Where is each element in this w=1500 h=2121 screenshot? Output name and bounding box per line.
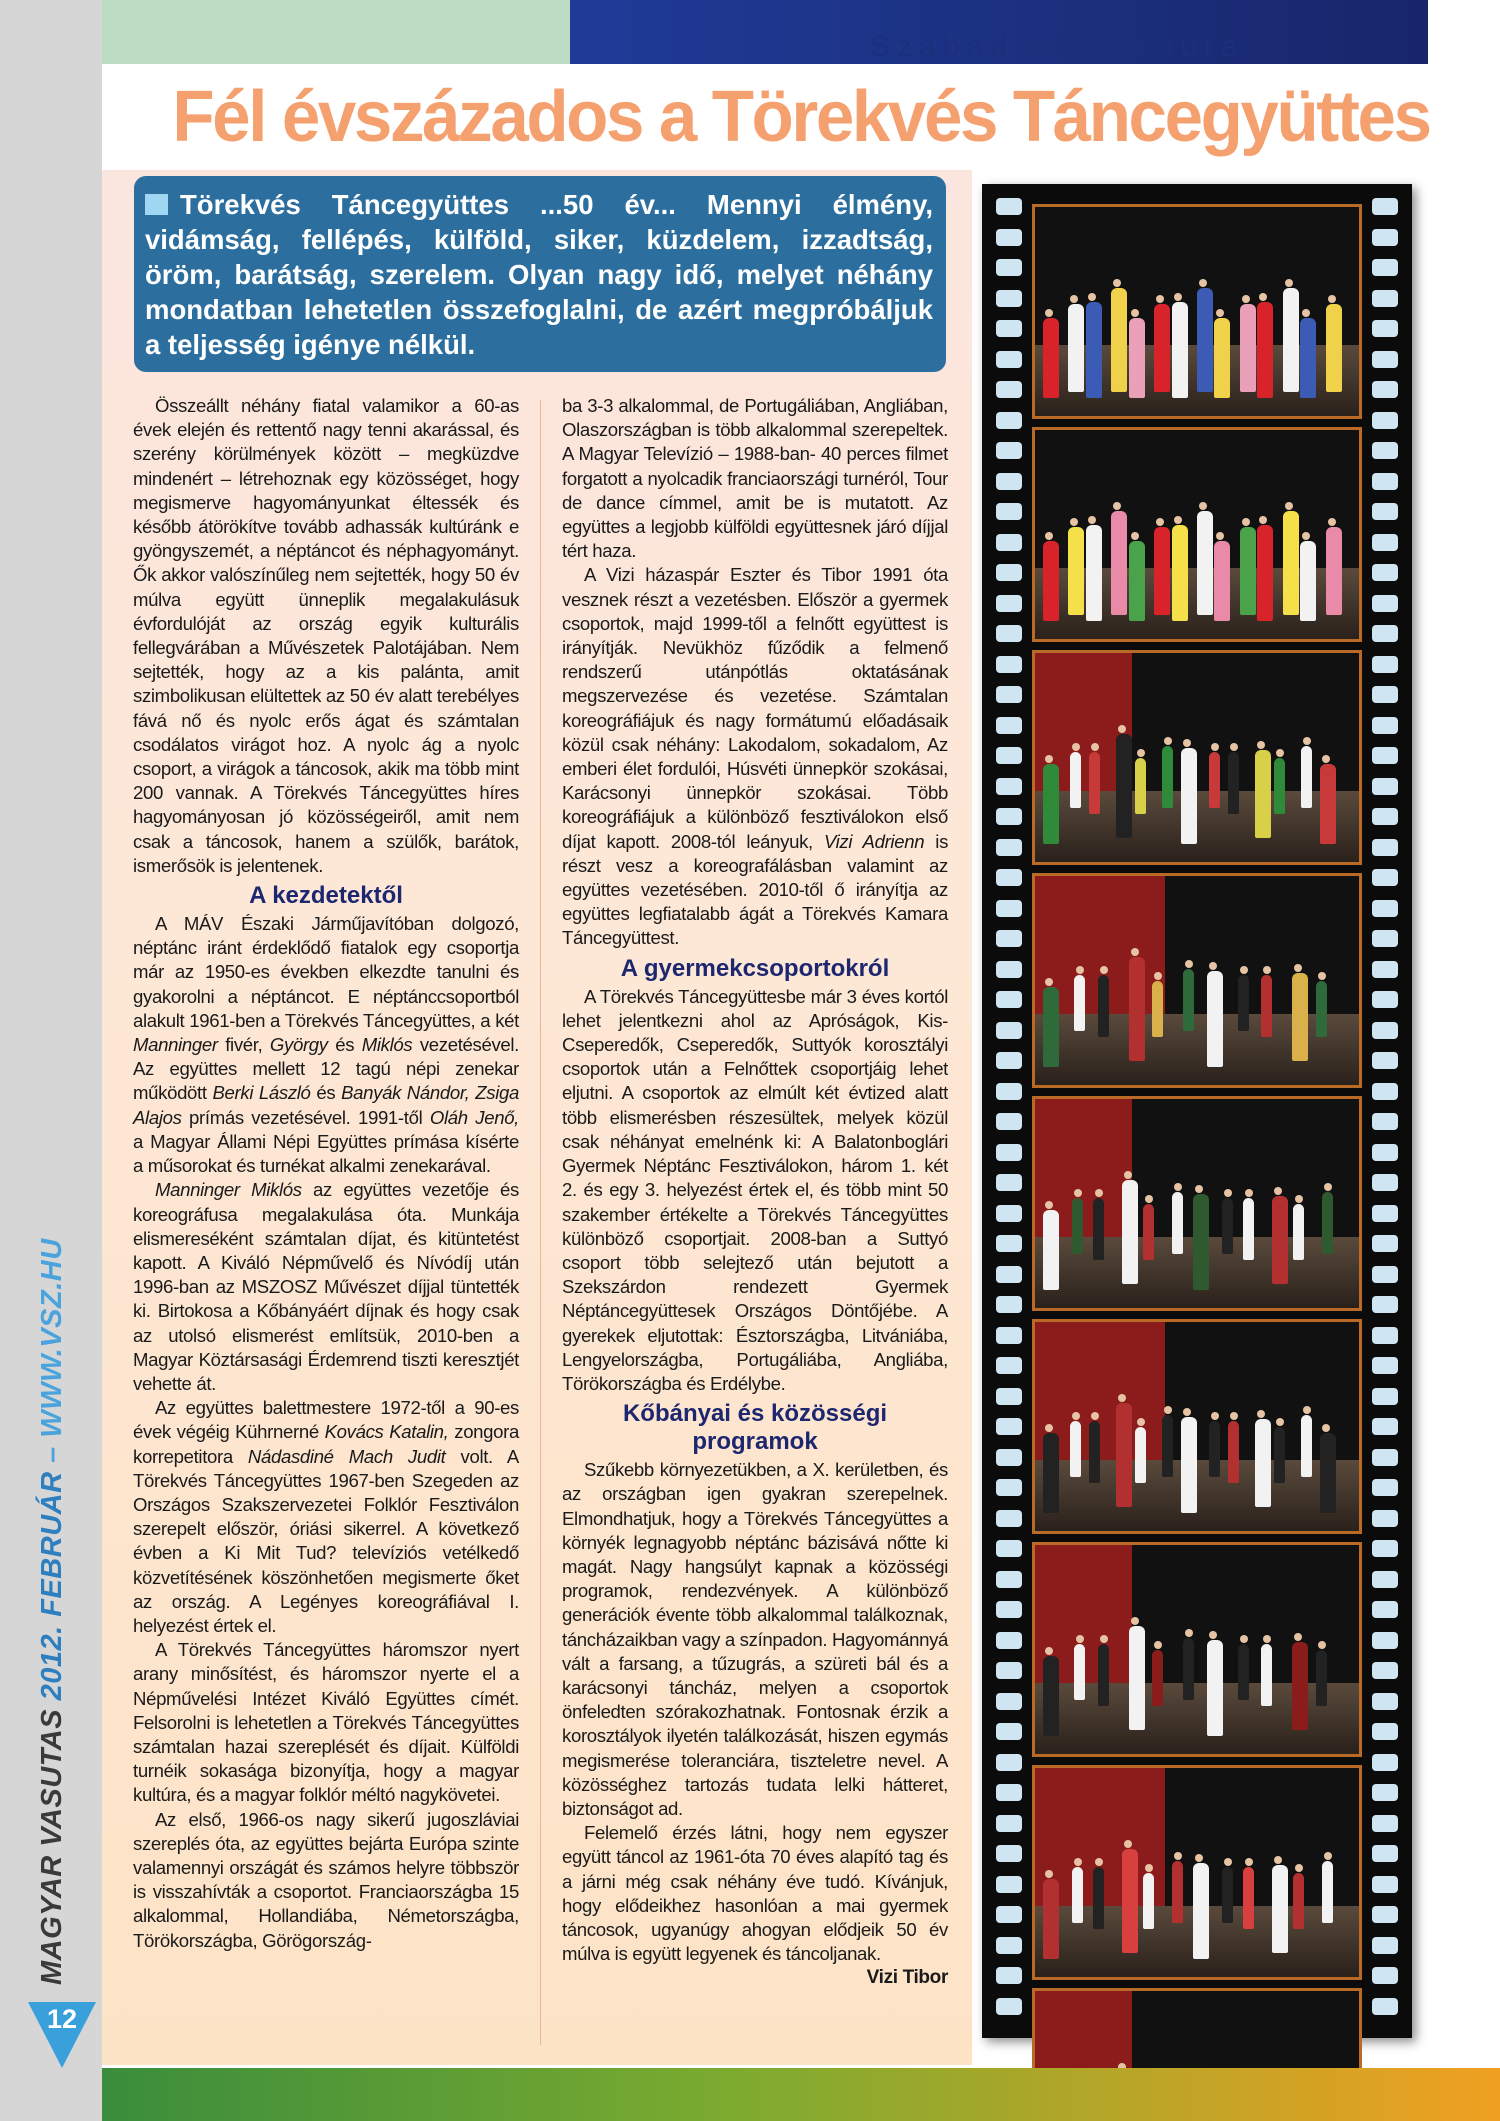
sprocket-hole	[1372, 1205, 1398, 1222]
sprocket-hole	[1372, 1815, 1398, 1832]
sprocket-hole	[1372, 1113, 1398, 1130]
sprocket-hole	[996, 1998, 1022, 2015]
dancer-figure	[1162, 1415, 1173, 1477]
dancer-figure	[1207, 1640, 1223, 1736]
sprocket-hole	[996, 1083, 1022, 1100]
sprocket-hole	[996, 229, 1022, 246]
paragraph: A Törekvés Táncegyüttes háromszor nyert arany minősítést, és háromszor nyerte el a Népművelési Intézet Kiváló Együttes címét. Felsorolni is lehetetlen a Törekvés Táncegyüttes számtalan hazai szereplését és díjait. Külföldi turnéik sokasága bizonyítja, hogy a magyar kultúra, és a magyar folklór méltó nagykövetei.	[133, 1639, 519, 1806]
publication-name: MAGYAR VASUTAS	[36, 1708, 68, 1985]
sprocket-hole	[996, 1845, 1022, 1862]
dance-photo	[1032, 1319, 1362, 1534]
dancer-figure	[1152, 1650, 1163, 1706]
sprocket-hole	[1372, 503, 1398, 520]
sprocket-hole	[1372, 564, 1398, 581]
sprocket-hole	[1372, 717, 1398, 734]
sprocket-hole	[996, 1052, 1022, 1069]
dancer-figure	[1257, 302, 1273, 398]
dancer-figure	[1243, 1198, 1254, 1260]
sprocket-hole	[996, 991, 1022, 1008]
dancer-figure	[1043, 764, 1059, 844]
dancer-figure	[1274, 1427, 1285, 1483]
dancer-figure	[1143, 1873, 1154, 1929]
dancer-figure	[1070, 752, 1081, 808]
separator: –	[36, 1437, 68, 1472]
dancer-figure	[1143, 1204, 1154, 1260]
dancer-figure	[1214, 541, 1230, 621]
film-sprocket-holes-left	[996, 198, 1022, 2028]
sprocket-hole	[1372, 1174, 1398, 1191]
sprocket-hole	[1372, 747, 1398, 764]
dancer-figure	[1043, 1210, 1059, 1290]
dancer-figure	[1283, 288, 1299, 392]
dancer-figure	[1292, 1642, 1308, 1730]
dance-photo	[1032, 650, 1362, 865]
dancer-figure	[1152, 981, 1163, 1037]
page-number: 12	[46, 2004, 78, 2034]
dancer-figure	[1089, 1421, 1100, 1483]
dancer-figure	[1240, 304, 1256, 392]
dancer-figure	[1122, 1849, 1138, 1953]
sprocket-hole	[1372, 259, 1398, 276]
dancer-figure	[1172, 525, 1188, 621]
dancer-figure	[1181, 1417, 1197, 1513]
dancer-figure	[1070, 1421, 1081, 1477]
dancer-figure	[1214, 318, 1230, 398]
sprocket-hole	[1372, 1601, 1398, 1618]
dancer-figure	[1193, 1194, 1209, 1290]
sprocket-hole	[1372, 320, 1398, 337]
dancer-figure	[1283, 511, 1299, 615]
sprocket-hole	[1372, 1235, 1398, 1252]
sprocket-hole	[996, 900, 1022, 917]
paragraph: Szűkebb környezetükben, a X. kerületben, és az országban igen gyakran szerepelnek. Elmondhatjuk, hogy a Törekvés Táncegyüttes a környék legnagyobb néptánc bázisává nőtte ki magát. Nagy hangsúlyt kapnak a közösségi programok, rendezvények. A különböző generációk évente több alkalommal találkoznak, táncházaikban vagy a színpadon. Hagyománnyá vált a farsang, a tűzugrás, a szüreti bál és a karácsonyi táncház, melyen a csoportok önfeledten szórakozhatnak. Fontosnak érzik a korosztályok ilyetén találkozását, hiszen egymás megismerése toleranciára, tiszteletre nevel. A közösséghez tartozás tudata lelki hátteret, biztonságot ad.	[562, 1459, 949, 1819]
dancer-figure	[1093, 1198, 1104, 1260]
sidebar-publication-line	[18, 1225, 86, 1985]
dancer-figure	[1240, 527, 1256, 615]
sprocket-hole	[1372, 808, 1398, 825]
sprocket-hole	[1372, 351, 1398, 368]
dancer-figure	[1154, 527, 1170, 615]
dancer-figure	[1074, 975, 1085, 1031]
sprocket-hole	[996, 290, 1022, 307]
dance-photo	[1032, 873, 1362, 1088]
dancer-figure	[1322, 1861, 1333, 1923]
dancer-figure	[1316, 1650, 1327, 1706]
author-name: Vizi Tibor	[866, 1967, 948, 1989]
sprocket-hole	[996, 1754, 1022, 1771]
sprocket-hole	[1372, 1418, 1398, 1435]
sprocket-hole	[1372, 778, 1398, 795]
sprocket-hole	[1372, 1632, 1398, 1649]
film-sprocket-holes-right	[1372, 198, 1398, 2028]
dancer-figure	[1197, 511, 1213, 615]
sprocket-hole	[996, 534, 1022, 551]
sprocket-hole	[996, 839, 1022, 856]
paragraph: Az együttes balettmestere 1972-től a 90-es évek végéig Kührnerné Kovács Katalin, zongora korrepetitora Nádasdiné Mach Judit volt. A Törekvés Táncegyüttes 1967-ben Szegeden az Országos Szakszervezetei Folklór Fesztiválon szerepelt először, óriási sikerrel. A következő évben a Ki Mit Tud? televíziós vetélkedő közvetítésének köszönhetően megismerte őket az ország. A Legényes koreográfiával I. helyezést értek el.	[133, 1397, 519, 1636]
sprocket-hole	[1372, 1052, 1398, 1069]
dancer-figure	[1255, 750, 1271, 838]
dancer-figure	[1222, 1198, 1233, 1254]
dance-photo	[1032, 427, 1362, 642]
sprocket-hole	[1372, 1022, 1398, 1039]
sprocket-hole	[996, 1693, 1022, 1710]
sprocket-hole	[1372, 1296, 1398, 1313]
sprocket-hole	[996, 1937, 1022, 1954]
sprocket-hole	[996, 1479, 1022, 1496]
dancer-figure	[1293, 1873, 1304, 1929]
sprocket-hole	[1372, 290, 1398, 307]
sprocket-hole	[1372, 869, 1398, 886]
sprocket-hole	[1372, 1479, 1398, 1496]
sprocket-hole	[1372, 1388, 1398, 1405]
sprocket-hole	[996, 564, 1022, 581]
subheading-children-groups: A gyermekcsoportokról	[620, 954, 890, 982]
sprocket-hole	[996, 686, 1022, 703]
sprocket-hole	[1372, 1571, 1398, 1588]
dancer-figure	[1292, 973, 1308, 1061]
sprocket-hole	[996, 412, 1022, 429]
sprocket-hole	[996, 808, 1022, 825]
dancer-figure	[1093, 1867, 1104, 1929]
sprocket-hole	[1372, 1937, 1398, 1954]
sprocket-hole	[996, 1540, 1022, 1557]
paragraph: Felemelő érzés látni, hogy nem egyszer együtt táncol az 1961-óta 70 éves alapító tag és a járni még csak néhány éve tudó. Kívánjuk, hogy elődeikhez hasonlóan a mai gyermek táncosok, ugyanúgy ahogyan elődjeik 50 év múlva is együtt legyenek és táncoljanak. Vizi Tibor	[562, 1821, 948, 1966]
dancer-figure	[1228, 1421, 1239, 1483]
subheading-community-programs: Kőbányai és közösségi programok	[622, 1400, 888, 1456]
sprocket-hole	[996, 1113, 1022, 1130]
issue-date: 2012. FEBRUÁR	[36, 1471, 68, 1701]
dancer-figure	[1274, 758, 1285, 814]
dancer-figure	[1243, 1867, 1254, 1929]
sprocket-hole	[1372, 961, 1398, 978]
dancer-figure	[1111, 288, 1127, 392]
sprocket-hole	[1372, 1754, 1398, 1771]
dance-photo	[1032, 1542, 1362, 1757]
column-divider	[540, 400, 541, 2045]
sprocket-hole	[1372, 1540, 1398, 1557]
sprocket-hole	[996, 656, 1022, 673]
dancer-figure	[1326, 527, 1342, 615]
paragraph: A Törekvés Táncegyüttesbe már 3 éves kortól lehet jelentkezni ahol az Apróságok, Kis-Cseperedők, Cseperedők, Suttyók korosztályi csoportok után a Felnőttek csoportjáig lehet eljutni. A csoportok az elmúlt két évtized alatt több elismerésben részesültek, melyek közül csak néhányat emelnénk ki: A Balatonboglári Gyermek Néptánc Fesztiválokon, három 1. két 2. és egy 3. helyezést értek el, és több mint 50 szakember értékelte a Törekvés Táncegyüttes különböző csoportjait. 2008-ban a Suttyó csoport több selejtező után bejutott a Szekszárdon rendezett Gyermek Néptáncegyüttesek Országos Döntőjébe. A gyerekek eljutottak: Észtországba, Litvániába, Lengyelországba, Portugáliába, Angliába, Törökországba és Erdélybe.	[562, 985, 948, 1394]
sprocket-hole	[996, 961, 1022, 978]
sprocket-hole	[1372, 1784, 1398, 1801]
sprocket-hole	[996, 717, 1022, 734]
sprocket-hole	[1372, 381, 1398, 398]
paragraph: Összeállt néhány fiatal valamikor a 60-as évek elején és rettentő nagy tenni akarással, és szerény körülmények között – megküzdve mindenért – létrehoznak egy közösséget, hogy megismerve hagyományunkat éltessék és később átörökítve tovább adhassák kultúránk e gyöngyszemét, a néptáncot és néphagyományt. Ők akkor valószínűleg nem sejtették, hogy 50 év múlva együtt ünneplik megalakulásuk évfordulóját az ország egyik kulturális fellegvárában a Művészetek Palotájában. Nem sejtették, hogy az a kis palánta, amit szimbolikusan elültettek az 50 év alatt terebélyes fává nő és nyolc erős ágat és számtalan csodálatos virágot hoz. A nyolc ág a nyolc csoport, a virágok a táncosok, akik ma több mint 200 vannak. A Törekvés Táncegyüttes híres hagyományosan jó közösségeiről, amit nem csak a táncosok, hanem a szülők, barátok, ismerősök is jelentenek.	[133, 395, 519, 876]
dancer-figure	[1209, 1421, 1220, 1477]
paragraph: A MÁV Északi Járműjavítóban dolgozó, néptánc iránt érdeklődő fiatalok egy csoportja már az 1950-es években elkezdte tanulni és gyakorolni a néptáncot. E néptánccsoportból alakult 1961-ben a Törekvés Táncegyüttes, a két Manninger fivér, György és Miklós vezetésével. Az együttes mellett 12 tagú népi zenekar működött Berki László és Banyák Nándor, Zsiga Alajos prímás vezetésével. 1991-től Oláh Jenő, a Magyar Állami Népi Együttes prímása kísérte a műsorokat és turnékat alkalmi zenekarával.	[133, 913, 519, 1177]
sprocket-hole	[1372, 839, 1398, 856]
dancer-figure	[1074, 1644, 1085, 1700]
dancer-figure	[1207, 971, 1223, 1067]
dancer-figure	[1300, 318, 1316, 398]
sprocket-hole	[1372, 1510, 1398, 1527]
dancer-figure	[1172, 302, 1188, 398]
sprocket-hole	[1372, 900, 1398, 917]
dancer-figure	[1183, 1638, 1194, 1700]
sprocket-hole	[1372, 1876, 1398, 1893]
sprocket-hole	[996, 442, 1022, 459]
lead-box	[134, 176, 946, 372]
dancer-figure	[1089, 752, 1100, 814]
subheading-beginnings: A kezdetektől	[249, 882, 403, 910]
dancer-figure	[1072, 1198, 1083, 1254]
dancer-figure	[1086, 525, 1102, 621]
sprocket-hole	[996, 1510, 1022, 1527]
sprocket-hole	[1372, 1327, 1398, 1344]
dancer-figure	[1261, 1644, 1272, 1706]
sprocket-hole	[1372, 229, 1398, 246]
sprocket-hole	[996, 1235, 1022, 1252]
sprocket-hole	[1372, 1906, 1398, 1923]
sprocket-hole	[1372, 473, 1398, 490]
paragraph: A Vizi házaspár Eszter és Tibor 1991 óta vesznek részt a vezetésben. Először a gyermek csoportok, majd 1999-től a felnőtt együttest is irányítják. Nevükhöz fűződik a felmenő rendszerű utánpótlás oktatásának megszervezése és vezetése. Számtalan koreográfiájuk és nagy formátumú előadásaik közül csak néhány: Lakodalom, sokadalom, Az emberi élet fordulói, Húsvéti ünnepkör szokásai, Karácsonyi ünnepkör szokásai. Több koreográfiájuk a különböző fesztiválokon első díjat kapott. 2008-tól leányuk, Vizi Adrienn is részt vesz a koreografálásban valamint az együttes vezetésében. 2010-től ő irányítja az együttes legfiatalabb ágát a Törekvés Kamara Táncegyüttest.	[562, 564, 949, 949]
dancer-figure	[1322, 1192, 1333, 1254]
dancer-figure	[1301, 746, 1312, 808]
dancer-figure	[1129, 541, 1145, 621]
paragraph: ba 3-3 alkalommal, de Portugáliában, Angliában, Olaszországban is több alkalommal szerepeltek. A Magyar Televízió – 1988-ban- 40 perces filmet forgatott a nyolcadik franciaországi turnéról, Tour de dance címmel, amit be is mutatott. Az együttes a legjobb külföldi együttesnek járó díjjal tért haza.	[562, 395, 948, 562]
dancer-figure	[1072, 1867, 1083, 1923]
dancer-figure	[1316, 981, 1327, 1037]
text-column-1	[133, 394, 519, 1953]
header-bar-green	[102, 0, 570, 64]
dancer-figure	[1172, 1861, 1183, 1923]
sprocket-hole	[1372, 1357, 1398, 1374]
dancer-figure	[1183, 969, 1194, 1031]
footer-gradient-bar	[102, 2068, 1500, 2121]
dancer-figure	[1043, 541, 1059, 621]
sprocket-hole	[1372, 198, 1398, 215]
sprocket-hole	[996, 1418, 1022, 1435]
sprocket-hole	[996, 869, 1022, 886]
dancer-figure	[1162, 746, 1173, 808]
dancer-figure	[1068, 304, 1084, 392]
dancer-figure	[1320, 1433, 1336, 1513]
sprocket-hole	[996, 1174, 1022, 1191]
dancer-figure	[1086, 302, 1102, 398]
sprocket-hole	[996, 1296, 1022, 1313]
website-link[interactable]: WWW.VSZ.HU	[36, 1238, 68, 1438]
text-column-2	[562, 394, 948, 1991]
dancer-figure	[1181, 748, 1197, 844]
dancer-figure	[1043, 1879, 1059, 1959]
dancer-figure	[1300, 541, 1316, 621]
dancer-figure	[1098, 1644, 1109, 1706]
photo-film-strip	[982, 184, 1412, 2038]
dancer-figure	[1116, 1403, 1132, 1507]
dancer-figure	[1255, 1419, 1271, 1507]
sprocket-hole	[1372, 1144, 1398, 1161]
sprocket-hole	[1372, 595, 1398, 612]
dancer-figure	[1293, 1204, 1304, 1260]
sprocket-hole	[996, 503, 1022, 520]
dancer-figure	[1257, 525, 1273, 621]
dancer-figure	[1320, 764, 1336, 844]
sprocket-hole	[996, 1022, 1022, 1039]
sprocket-hole	[996, 1723, 1022, 1740]
sprocket-hole	[996, 1571, 1022, 1588]
dancer-figure	[1129, 318, 1145, 398]
sprocket-hole	[1372, 1723, 1398, 1740]
sprocket-hole	[996, 259, 1022, 276]
sprocket-hole	[996, 1327, 1022, 1344]
dancer-figure	[1228, 752, 1239, 814]
sprocket-hole	[996, 778, 1022, 795]
sprocket-hole	[996, 381, 1022, 398]
sprocket-hole	[1372, 534, 1398, 551]
sprocket-hole	[996, 1449, 1022, 1466]
dancer-figure	[1261, 975, 1272, 1037]
dance-photo	[1032, 204, 1362, 419]
sprocket-hole	[996, 320, 1022, 337]
sprocket-hole	[996, 1876, 1022, 1893]
lead-text: Törekvés Táncegyüttes ...50 év... Mennyi élmény, vidámság, fellépés, külföld, siker, küzdelem, izzadtság, öröm, barátság, szerelem. Olyan nagy idő, melyet néhány mondatban lehetetlen összefoglalni, de azért megpróbáljuk a teljesség igénye nélkül.	[145, 189, 933, 360]
sprocket-hole	[1372, 1845, 1398, 1862]
article-title: Fél évszázados a Törekvés Táncegyüttes	[172, 77, 1430, 157]
dancer-figure	[1129, 1626, 1145, 1730]
sprocket-hole	[1372, 412, 1398, 429]
sprocket-hole	[996, 1388, 1022, 1405]
paragraph: Az első, 1966-os nagy sikerű jugoszláviai szereplés óta, az együttes bejárta Európa szinte valamennyi országát és számos helyre többször is visszahívták a csoportot. Franciaországba 15 alkalommal, Hollandiába, Németországba, Törökországba, Görögország-	[133, 1808, 519, 1951]
dancer-figure	[1122, 1180, 1138, 1284]
sprocket-hole	[1372, 656, 1398, 673]
sprocket-hole	[996, 1906, 1022, 1923]
sprocket-hole	[996, 1662, 1022, 1679]
sprocket-hole	[1372, 930, 1398, 947]
sprocket-hole	[1372, 1083, 1398, 1100]
dancer-figure	[1129, 957, 1145, 1061]
sprocket-hole	[1372, 1998, 1398, 2015]
dancer-figure	[1043, 318, 1059, 398]
dancer-figure	[1172, 1192, 1183, 1254]
dancer-figure	[1116, 734, 1132, 838]
dancer-figure	[1272, 1196, 1288, 1284]
sprocket-hole	[996, 1205, 1022, 1222]
dancer-figure	[1193, 1863, 1209, 1959]
sprocket-hole	[996, 1784, 1022, 1801]
dancer-figure	[1135, 1427, 1146, 1483]
section-label: Szabadidő, kultúra	[870, 30, 1245, 63]
paragraph: Manninger Miklós az együttes vezetője és koreográfusa megalakulása óta. Munkája elismereséként számtalan díjat, és kitüntetést kapott. A Kiváló Népművelő és Nívódíj után 1996-ban az MSZOSZ Művészet díjjal tüntették ki. Birtokosa a Kőbányáért díjnak és hogy csak az utolsó elismerést említsük, 2010-ben a Magyar Köztársasági Érdemrend tiszti keresztjét vehette át.	[133, 1179, 519, 1394]
dancer-figure	[1154, 304, 1170, 392]
sprocket-hole	[996, 1967, 1022, 1984]
dancer-figure	[1043, 1656, 1059, 1736]
sprocket-hole	[996, 625, 1022, 642]
sprocket-hole	[996, 198, 1022, 215]
sprocket-hole	[996, 930, 1022, 947]
sprocket-hole	[1372, 686, 1398, 703]
dancer-figure	[1135, 758, 1146, 814]
sprocket-hole	[1372, 1662, 1398, 1679]
dancer-figure	[1111, 511, 1127, 615]
sprocket-hole	[1372, 1266, 1398, 1283]
dancer-figure	[1238, 975, 1249, 1031]
sprocket-hole	[996, 1815, 1022, 1832]
dancer-figure	[1098, 975, 1109, 1037]
dance-photo	[1032, 1765, 1362, 1980]
sprocket-hole	[996, 1144, 1022, 1161]
sprocket-hole	[996, 1632, 1022, 1649]
sprocket-hole	[996, 1601, 1022, 1618]
sprocket-hole	[996, 595, 1022, 612]
dancer-figure	[1272, 1865, 1288, 1953]
sprocket-hole	[996, 747, 1022, 764]
dancer-figure	[1301, 1415, 1312, 1477]
dancer-figure	[1197, 288, 1213, 392]
sprocket-hole	[1372, 442, 1398, 459]
sprocket-hole	[1372, 1693, 1398, 1710]
dancer-figure	[1222, 1867, 1233, 1923]
dancer-figure	[1326, 304, 1342, 392]
dancer-figure	[1238, 1644, 1249, 1700]
dancer-figure	[1068, 527, 1084, 615]
sprocket-hole	[1372, 1967, 1398, 1984]
sprocket-hole	[1372, 1449, 1398, 1466]
sprocket-hole	[996, 1266, 1022, 1283]
square-bullet-icon	[145, 194, 168, 215]
sprocket-hole	[996, 473, 1022, 490]
sprocket-hole	[996, 1357, 1022, 1374]
dancer-figure	[1043, 1433, 1059, 1513]
sprocket-hole	[1372, 991, 1398, 1008]
sprocket-hole	[1372, 625, 1398, 642]
dancer-figure	[1043, 987, 1059, 1067]
dance-photo	[1032, 1096, 1362, 1311]
sprocket-hole	[996, 351, 1022, 368]
dancer-figure	[1209, 752, 1220, 808]
